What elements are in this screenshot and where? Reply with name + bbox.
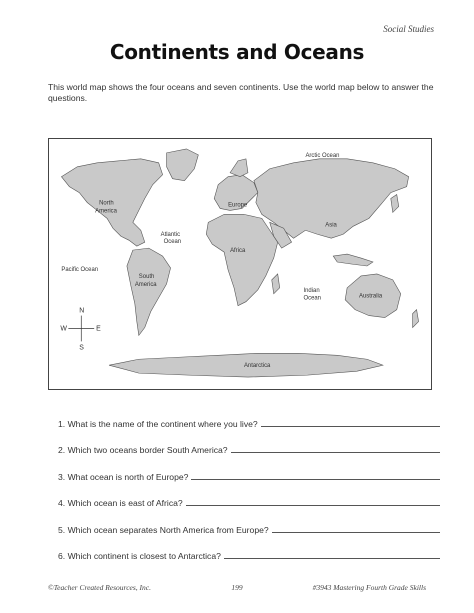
south-america-label-line2: America	[134, 281, 157, 288]
question-2	[58, 429, 440, 456]
greenland-shape	[167, 149, 199, 181]
madagascar-shape	[272, 274, 280, 294]
question-text: Which ocean separates North America from Europe?	[67, 524, 269, 535]
compass-east: E	[96, 325, 101, 333]
japan-shape	[391, 195, 399, 213]
australia-label: Australia	[359, 293, 383, 300]
north-america-label-line1: North	[99, 200, 114, 207]
question-text: Which continent is closest to Antarctica?	[67, 551, 221, 561]
new-zealand-shape	[413, 310, 419, 328]
indonesia-shape	[333, 254, 373, 266]
world-map-svg	[49, 139, 431, 389]
scandinavia-shape	[230, 159, 248, 177]
question-text: Which two oceans border South America?	[67, 445, 228, 455]
atlantic-ocean-label-line2: Ocean	[163, 239, 182, 246]
footer-page-number: 199	[231, 583, 243, 592]
antarctica-label: Antarctica	[243, 363, 271, 370]
question-number: 2.	[58, 445, 66, 455]
question-5	[58, 508, 440, 535]
north-america-label-line2: America	[95, 208, 117, 215]
question-number: 6.	[58, 551, 66, 561]
africa-label: Africa	[230, 248, 246, 255]
answer-line[interactable]	[224, 558, 440, 559]
question-text: What ocean is north of Europe?	[67, 471, 189, 482]
indian-ocean-label-line1: Indian	[303, 287, 320, 294]
answer-line[interactable]	[261, 426, 440, 427]
answer-line[interactable]	[231, 452, 440, 453]
footer-copyright: ©Teacher Created Resources, Inc.	[48, 583, 151, 592]
pacific-ocean-label: Pacific Ocean	[61, 266, 99, 273]
question-number: 1.	[58, 418, 66, 429]
world-map	[48, 138, 432, 390]
south-america-label-line1: South	[138, 273, 155, 280]
question-list	[58, 402, 440, 561]
compass-north: N	[79, 307, 85, 315]
asia-label: Asia	[325, 222, 337, 229]
answer-line[interactable]	[186, 505, 440, 506]
page-title: Continents and Oceans	[109, 40, 365, 64]
question-text: What is the name of the continent where you live?	[67, 418, 258, 429]
indian-ocean-label-line2: Ocean	[303, 295, 321, 302]
question-text: Which ocean is east of Africa?	[67, 498, 183, 508]
question-number: 5.	[58, 524, 66, 535]
compass-south: S	[79, 344, 84, 352]
question-4	[58, 482, 440, 509]
south-america-shape	[127, 248, 171, 335]
europe-label: Europe	[228, 202, 248, 209]
compass-rose	[68, 316, 94, 342]
question-1	[58, 402, 440, 429]
answer-line[interactable]	[272, 532, 440, 533]
question-3	[58, 455, 440, 482]
question-6	[58, 535, 440, 562]
answer-line[interactable]	[191, 479, 440, 480]
compass-west: W	[60, 325, 67, 333]
question-number: 4.	[58, 498, 66, 508]
intro-text: This world map shows the four oceans and seven continents. Use the world map below to answer the questions.	[48, 82, 434, 103]
question-number: 3.	[58, 471, 66, 482]
subject-label: Social Studies	[383, 24, 434, 34]
footer-book-title: #3943 Mastering Fourth Grade Skills	[312, 583, 426, 592]
atlantic-ocean-label-line1: Atlantic	[160, 232, 181, 239]
arctic-ocean-label: Arctic Ocean	[305, 152, 340, 159]
africa-shape	[206, 214, 277, 305]
